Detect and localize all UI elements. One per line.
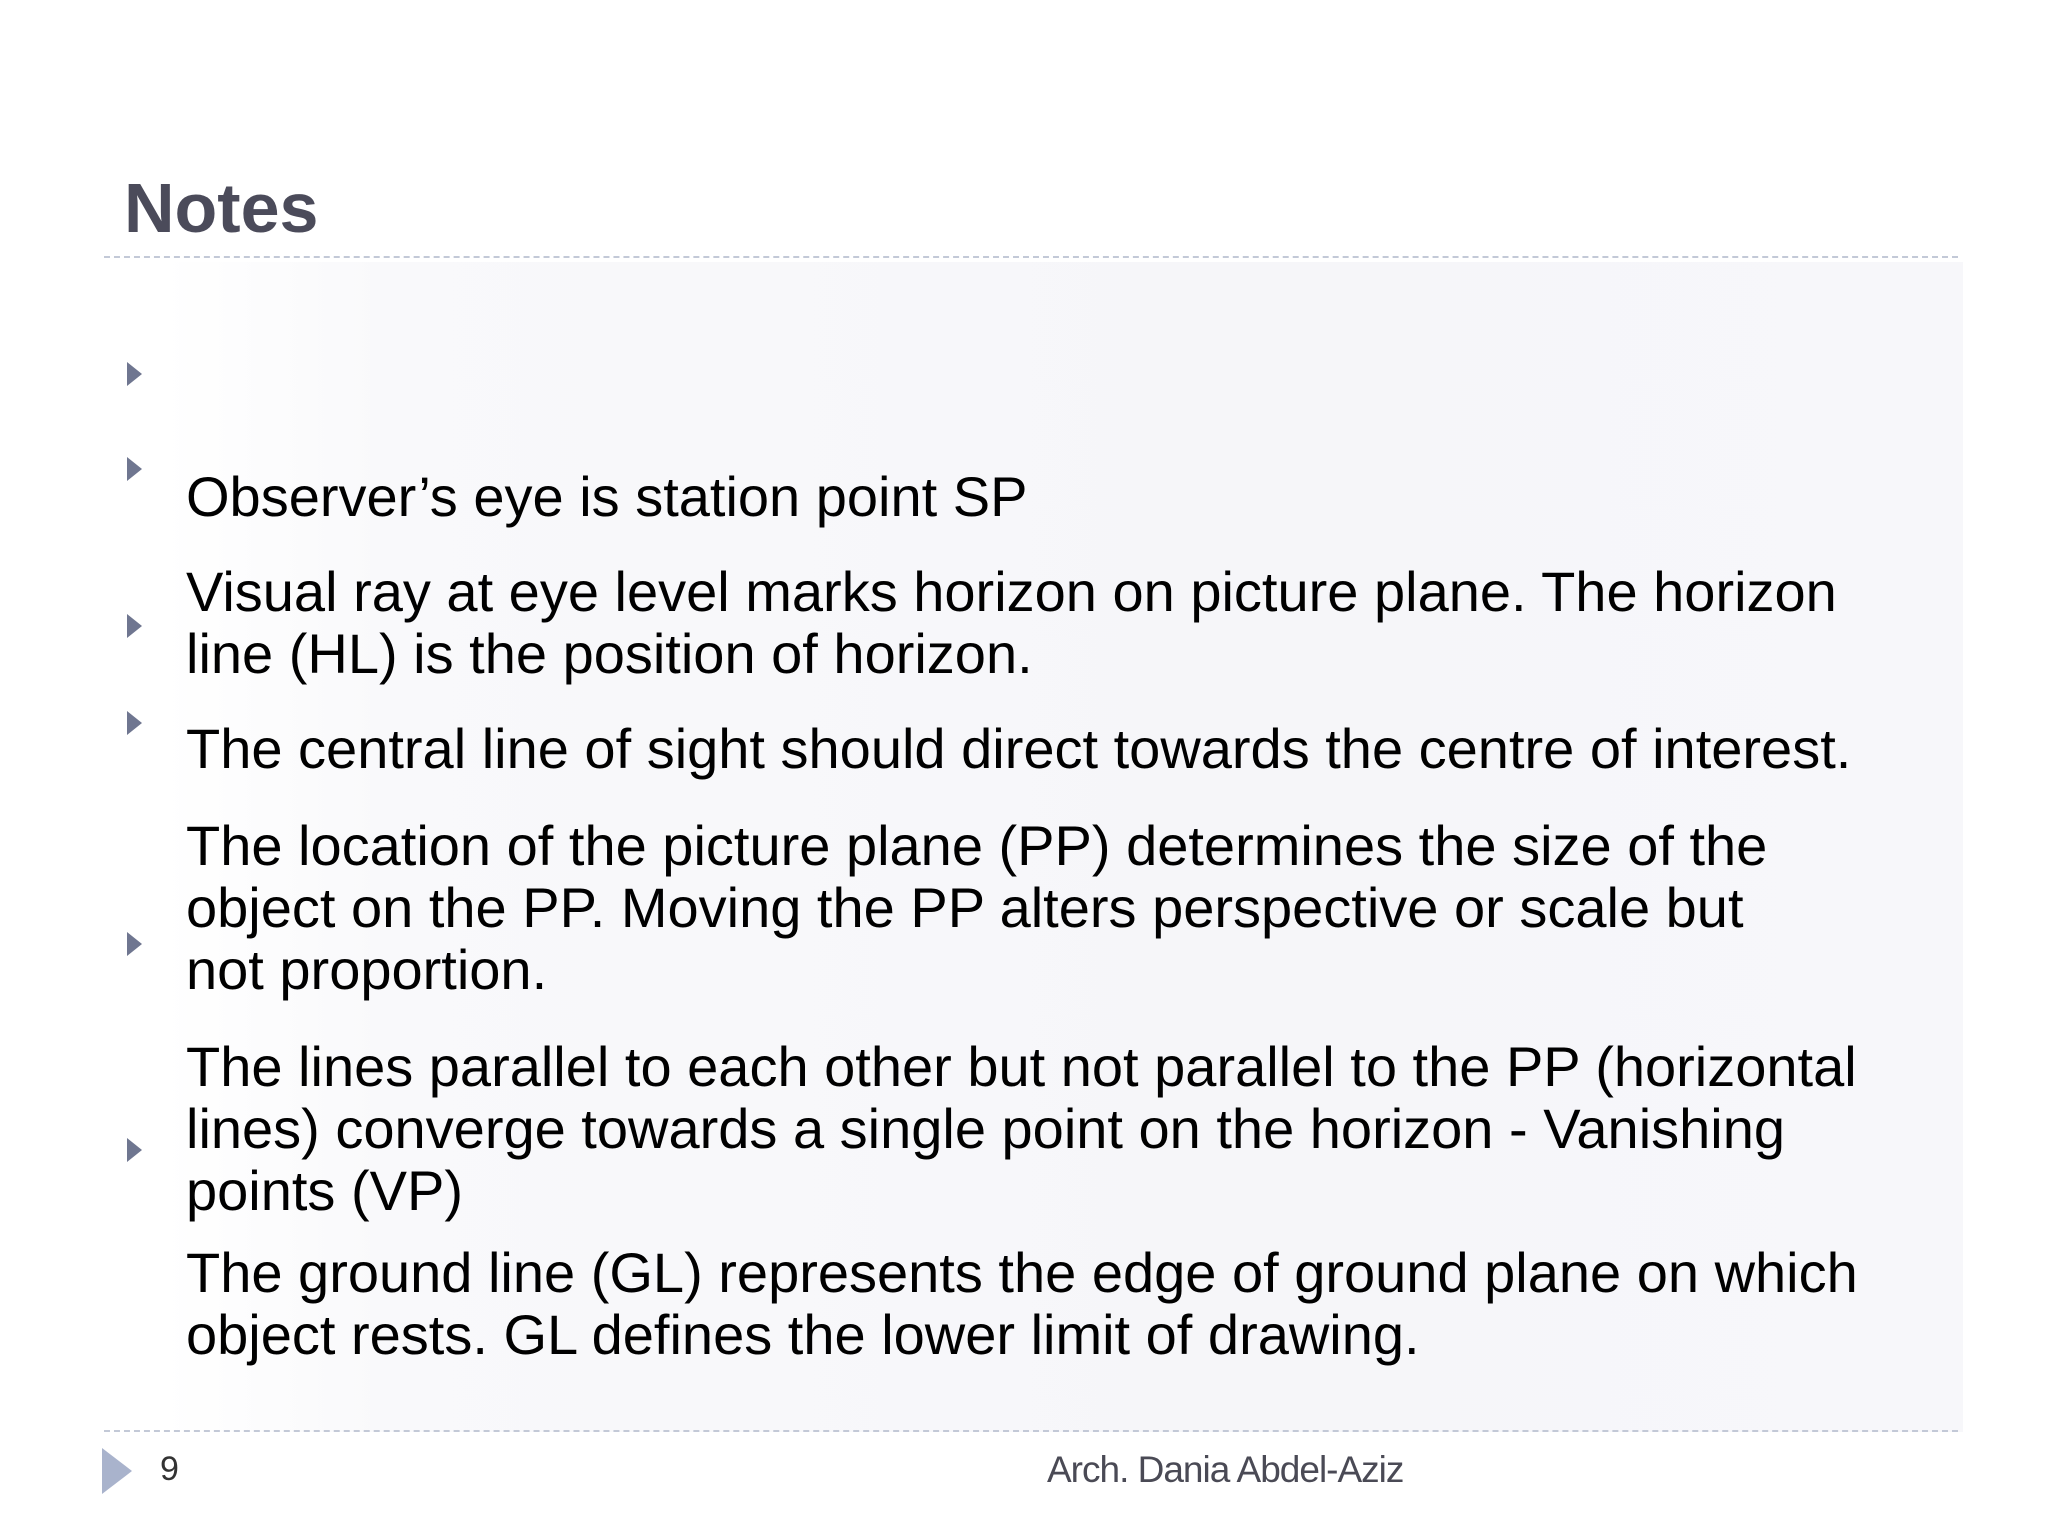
bullet-text: Visual ray at eye level marks horizon on picture plane. The horizon line (HL) is the position of horizon. — [186, 560, 1837, 685]
bullet-text: The ground line (GL) represents the edge of ground plane on which object rests. GL defines the lower limit of drawing. — [186, 1241, 1858, 1366]
triangle-right-icon — [127, 932, 142, 956]
footer-triangle-icon — [102, 1448, 132, 1494]
triangle-right-icon — [127, 614, 142, 638]
slide-title: Notes — [124, 169, 319, 247]
page-number: 9 — [160, 1450, 179, 1488]
bullet-item — [186, 1118, 1956, 1366]
triangle-right-icon — [127, 362, 142, 386]
triangle-right-icon — [127, 711, 142, 735]
bullet-text: The central line of sight should direct towards the centre of interest. — [186, 717, 1852, 780]
triangle-right-icon — [127, 1138, 142, 1162]
footer-author: Arch. Dania Abdel-Aziz — [1047, 1449, 1404, 1490]
bullet-text: The lines parallel to each other but not parallel to the PP (horizontal lines) converge towards a single point on the horizon - Vanishing points (VP) — [186, 1035, 1857, 1222]
bullet-text: The location of the picture plane (PP) determines the size of the object on the PP. Moving the PP alters perspective or scale but not proportion. — [186, 814, 1768, 1001]
footer-divider — [104, 1430, 1958, 1432]
triangle-right-icon — [127, 457, 142, 481]
bullet-text: Observer’s eye is station point SP — [186, 465, 1028, 528]
